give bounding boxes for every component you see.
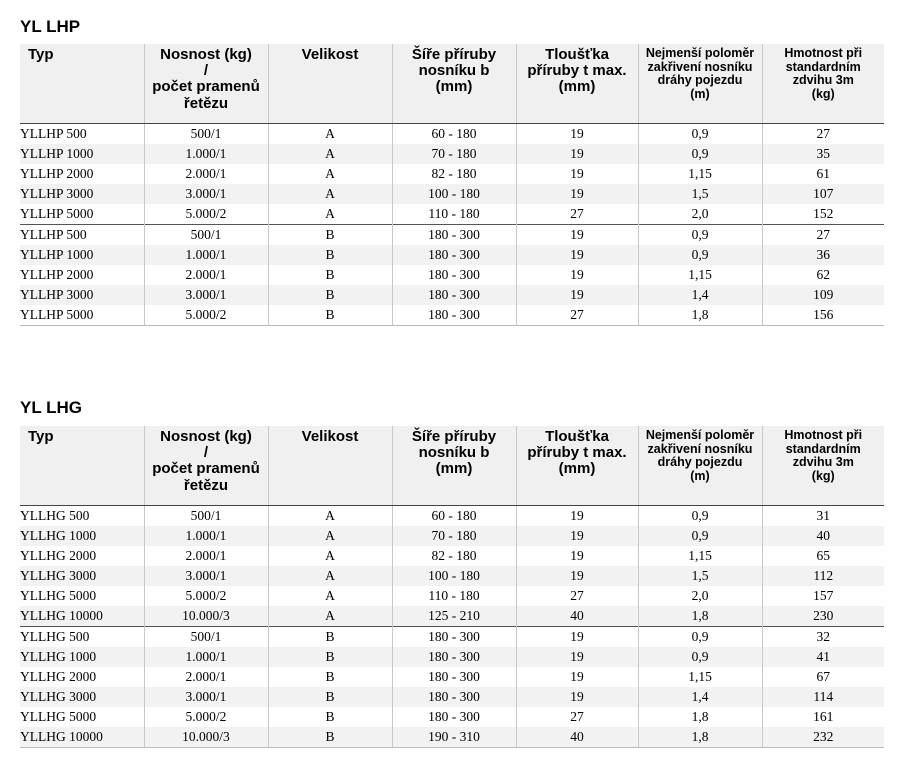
table-row bbox=[20, 265, 884, 285]
table-cell: 5.000/2 bbox=[144, 707, 268, 727]
spec-table bbox=[20, 426, 884, 748]
table-cell: YLLHG 500 bbox=[20, 626, 144, 647]
table-cell: 19 bbox=[516, 164, 638, 184]
table-cell: A bbox=[268, 606, 392, 627]
table-cell: 1.000/1 bbox=[144, 526, 268, 546]
table-cell: B bbox=[268, 285, 392, 305]
section-title: YL LHG bbox=[20, 398, 83, 417]
table-cell: 19 bbox=[516, 687, 638, 707]
table-cell: 70 - 180 bbox=[392, 144, 516, 164]
table-cell: 1,4 bbox=[638, 285, 762, 305]
table-cell: A bbox=[268, 546, 392, 566]
header-hmotnost-text: Hmotnost při standardním zdvihu 3m (kg) bbox=[784, 428, 863, 483]
table-cell: 114 bbox=[762, 687, 884, 707]
table-cell: 180 - 300 bbox=[392, 305, 516, 326]
table-cell: 19 bbox=[516, 526, 638, 546]
header-row bbox=[20, 44, 884, 123]
table-cell: 3.000/1 bbox=[144, 285, 268, 305]
table-cell: 1,15 bbox=[638, 164, 762, 184]
section-title: YL LHP bbox=[20, 17, 81, 36]
table-cell: 110 - 180 bbox=[392, 204, 516, 225]
table-cell: YLLHG 3000 bbox=[20, 687, 144, 707]
table-cell: 19 bbox=[516, 647, 638, 667]
table-body bbox=[20, 505, 884, 747]
header-polomer-text: Nejmenší poloměr zakřivení nosníku dráhy pojezdu (m) bbox=[645, 46, 755, 101]
header-nosnost-text: Nosnost (kg) / počet pramenů řetězu bbox=[152, 428, 260, 494]
table-cell: 82 - 180 bbox=[392, 546, 516, 566]
table-cell: 0,9 bbox=[638, 245, 762, 265]
table-cell: B bbox=[268, 305, 392, 326]
table-cell: 180 - 300 bbox=[392, 224, 516, 245]
table-row bbox=[20, 687, 884, 707]
table-cell: 61 bbox=[762, 164, 884, 184]
table-cell: 27 bbox=[762, 123, 884, 144]
table-cell: YLLHP 1000 bbox=[20, 245, 144, 265]
header-row bbox=[20, 426, 884, 505]
table-cell: 27 bbox=[516, 586, 638, 606]
header-sire-text: Šíře příruby nosníku b (mm) bbox=[411, 46, 497, 96]
table-cell: 19 bbox=[516, 546, 638, 566]
table-row bbox=[20, 184, 884, 204]
table-cell: 27 bbox=[516, 305, 638, 326]
header-nosnost-text: Nosnost (kg) / počet pramenů řetězu bbox=[152, 46, 260, 112]
table-cell: YLLHG 1000 bbox=[20, 526, 144, 546]
header-hmotnost-text: Hmotnost při standardním zdvihu 3m (kg) bbox=[784, 46, 863, 101]
table-cell: YLLHP 500 bbox=[20, 125, 87, 141]
table-cell: 82 - 180 bbox=[392, 164, 516, 184]
table-cell: 41 bbox=[762, 647, 884, 667]
table-cell: A bbox=[268, 164, 392, 184]
table-cell: 19 bbox=[516, 626, 638, 647]
table-cell: 152 bbox=[762, 204, 884, 225]
table-cell: A bbox=[268, 184, 392, 204]
table-cell: 0,9 bbox=[638, 647, 762, 667]
table-cell: 70 - 180 bbox=[392, 526, 516, 546]
table-cell: A bbox=[268, 123, 392, 144]
header-typ: Typ bbox=[20, 426, 144, 505]
header-nosnost bbox=[144, 44, 268, 123]
table-cell: 27 bbox=[516, 204, 638, 225]
table-cell: 500/1 bbox=[144, 505, 268, 526]
table-cell: 19 bbox=[516, 123, 638, 144]
table-cell: YLLHP 3000 bbox=[20, 285, 144, 305]
table-row bbox=[20, 144, 884, 164]
table-cell: YLLHG 1000 bbox=[20, 647, 144, 667]
table-row bbox=[20, 164, 884, 184]
table-cell: 67 bbox=[762, 667, 884, 687]
table-cell: 19 bbox=[516, 224, 638, 245]
table-cell: 36 bbox=[762, 245, 884, 265]
table-cell: 2,0 bbox=[638, 586, 762, 606]
table-cell: 1,5 bbox=[638, 566, 762, 586]
table-cell: 2.000/1 bbox=[144, 546, 268, 566]
table-cell: 40 bbox=[516, 727, 638, 748]
table-cell: B bbox=[268, 687, 392, 707]
table-cell: 10.000/3 bbox=[144, 606, 268, 627]
table-cell: 5.000/2 bbox=[144, 305, 268, 326]
table-cell: 110 - 180 bbox=[392, 586, 516, 606]
table-cell: 1,15 bbox=[638, 667, 762, 687]
table-row bbox=[20, 224, 884, 245]
table-cell: A bbox=[268, 526, 392, 546]
header-polomer bbox=[638, 44, 762, 123]
table-cell: 1,5 bbox=[638, 184, 762, 204]
table-cell: 1,4 bbox=[638, 687, 762, 707]
spec-table bbox=[20, 44, 884, 326]
table-cell: 180 - 300 bbox=[392, 647, 516, 667]
table-cell: 31 bbox=[762, 505, 884, 526]
table-row bbox=[20, 305, 884, 326]
table-cell: YLLHP 500 bbox=[20, 224, 144, 245]
table-cell: 10.000/3 bbox=[144, 727, 268, 748]
header-sire bbox=[392, 426, 516, 505]
table-cell: YLLHG 500 bbox=[20, 507, 90, 523]
section-lhp bbox=[20, 44, 884, 326]
table-cell: 32 bbox=[762, 626, 884, 647]
table-row bbox=[20, 546, 884, 566]
table-cell: 180 - 300 bbox=[392, 265, 516, 285]
table-row bbox=[20, 727, 884, 748]
table-body bbox=[20, 123, 884, 325]
table-cell: 157 bbox=[762, 586, 884, 606]
header-typ: Typ bbox=[20, 44, 144, 123]
table-cell: 60 - 180 bbox=[392, 505, 516, 526]
table-cell: 19 bbox=[516, 285, 638, 305]
header-hmotnost bbox=[762, 44, 884, 123]
table-cell: YLLHP 5000 bbox=[20, 205, 94, 221]
table-cell: 0,9 bbox=[638, 526, 762, 546]
table-cell: YLLHP 5000 bbox=[20, 305, 144, 326]
table-cell: YLLHG 3000 bbox=[20, 566, 144, 586]
table-cell: YLLHG 10000 bbox=[20, 606, 144, 627]
table-cell: B bbox=[268, 245, 392, 265]
table-cell: 500/1 bbox=[144, 626, 268, 647]
table-cell: 190 - 310 bbox=[392, 727, 516, 748]
header-hmotnost bbox=[762, 426, 884, 505]
table-cell: 107 bbox=[762, 184, 884, 204]
table-cell: 161 bbox=[762, 707, 884, 727]
table-cell: 109 bbox=[762, 285, 884, 305]
table-cell: 19 bbox=[516, 144, 638, 164]
table-cell: YLLHG 10000 bbox=[20, 727, 144, 748]
header-polomer-text: Nejmenší poloměr zakřivení nosníku dráhy pojezdu (m) bbox=[645, 428, 755, 483]
table-cell: 19 bbox=[516, 245, 638, 265]
table-cell: 19 bbox=[516, 566, 638, 586]
table-cell: 40 bbox=[762, 526, 884, 546]
table-cell: 2.000/1 bbox=[144, 667, 268, 687]
table-row bbox=[20, 626, 884, 647]
table-cell: YLLHP 3000 bbox=[20, 184, 144, 204]
table-cell: 0,9 bbox=[638, 505, 762, 526]
table-cell: 0,9 bbox=[638, 224, 762, 245]
table-row bbox=[20, 647, 884, 667]
table-cell: 156 bbox=[762, 305, 884, 326]
table-cell: 232 bbox=[762, 727, 884, 748]
table-cell: 180 - 300 bbox=[392, 707, 516, 727]
header-polomer bbox=[638, 426, 762, 505]
table-cell: B bbox=[268, 647, 392, 667]
table-cell: B bbox=[268, 265, 392, 285]
table-cell: 100 - 180 bbox=[392, 566, 516, 586]
table-cell: 500/1 bbox=[144, 224, 268, 245]
table-cell: 62 bbox=[762, 265, 884, 285]
table-row bbox=[20, 606, 884, 627]
table-cell: 3.000/1 bbox=[144, 687, 268, 707]
table-cell: A bbox=[268, 586, 392, 606]
table-cell: 1.000/1 bbox=[144, 144, 268, 164]
header-tloustka bbox=[516, 426, 638, 505]
table-cell: 1,8 bbox=[638, 727, 762, 748]
table-cell: 180 - 300 bbox=[392, 245, 516, 265]
table-row bbox=[20, 505, 884, 526]
table-cell: B bbox=[268, 626, 392, 647]
table-cell: YLLHG 2000 bbox=[20, 668, 97, 684]
table-row bbox=[20, 245, 884, 265]
table-cell: 1.000/1 bbox=[144, 245, 268, 265]
table-cell: YLLHG 5000 bbox=[20, 587, 97, 603]
header-nosnost bbox=[144, 426, 268, 505]
header-sire-text: Šíře příruby nosníku b (mm) bbox=[411, 428, 497, 478]
table-cell: 100 - 180 bbox=[392, 184, 516, 204]
table-row bbox=[20, 566, 884, 586]
table-cell: 0,9 bbox=[638, 626, 762, 647]
table-cell: 1,15 bbox=[638, 546, 762, 566]
table-cell: A bbox=[268, 566, 392, 586]
table-cell: 60 - 180 bbox=[392, 123, 516, 144]
table-cell: 1,8 bbox=[638, 305, 762, 326]
header-velikost: Velikost bbox=[268, 44, 392, 123]
table-cell: A bbox=[268, 144, 392, 164]
table-cell: 19 bbox=[516, 667, 638, 687]
header-tloustka bbox=[516, 44, 638, 123]
table-cell: 40 bbox=[516, 606, 638, 627]
table-row bbox=[20, 204, 884, 225]
header-sire bbox=[392, 44, 516, 123]
table-row bbox=[20, 586, 884, 606]
table-cell: 1.000/1 bbox=[144, 647, 268, 667]
table-row bbox=[20, 707, 884, 727]
table-cell: 1,15 bbox=[638, 265, 762, 285]
table-cell: 500/1 bbox=[144, 123, 268, 144]
table-cell: B bbox=[268, 667, 392, 687]
table-row bbox=[20, 285, 884, 305]
table-cell: YLLHP 2000 bbox=[20, 165, 94, 181]
table-cell: 19 bbox=[516, 505, 638, 526]
table-cell: YLLHG 2000 bbox=[20, 547, 97, 563]
table-cell: 35 bbox=[762, 144, 884, 164]
table-cell: 0,9 bbox=[638, 123, 762, 144]
header-velikost: Velikost bbox=[268, 426, 392, 505]
table-cell: 112 bbox=[762, 566, 884, 586]
table-row bbox=[20, 667, 884, 687]
table-cell: 125 - 210 bbox=[392, 606, 516, 627]
table-cell: 180 - 300 bbox=[392, 285, 516, 305]
table-cell: 27 bbox=[762, 224, 884, 245]
table-cell: YLLHP 1000 bbox=[20, 144, 144, 164]
table-cell: 2,0 bbox=[638, 204, 762, 225]
header-tloustka-text: Tloušťka příruby t max. (mm) bbox=[527, 46, 627, 96]
table-cell: 0,9 bbox=[638, 144, 762, 164]
table-cell: B bbox=[268, 224, 392, 245]
table-cell: 180 - 300 bbox=[392, 667, 516, 687]
table-cell: 230 bbox=[762, 606, 884, 627]
table-cell: 19 bbox=[516, 265, 638, 285]
table-cell: 2.000/1 bbox=[144, 265, 268, 285]
table-cell: YLLHP 2000 bbox=[20, 266, 94, 282]
table-cell: 3.000/1 bbox=[144, 184, 268, 204]
table-cell: 19 bbox=[516, 184, 638, 204]
header-tloustka-text: Tloušťka příruby t max. (mm) bbox=[527, 428, 627, 478]
table-cell: 65 bbox=[762, 546, 884, 566]
table-cell: A bbox=[268, 204, 392, 225]
table-cell: 180 - 300 bbox=[392, 687, 516, 707]
table-row bbox=[20, 123, 884, 144]
table-cell: 1,8 bbox=[638, 606, 762, 627]
table-row bbox=[20, 526, 884, 546]
table-cell: 2.000/1 bbox=[144, 164, 268, 184]
table-cell: B bbox=[268, 727, 392, 748]
table-cell: 180 - 300 bbox=[392, 626, 516, 647]
table-cell: 27 bbox=[516, 707, 638, 727]
table-cell: 3.000/1 bbox=[144, 566, 268, 586]
table-cell: 1,8 bbox=[638, 707, 762, 727]
table-cell: B bbox=[268, 707, 392, 727]
section-lhg bbox=[20, 426, 884, 748]
table-cell: YLLHG 5000 bbox=[20, 708, 97, 724]
table-cell: 5.000/2 bbox=[144, 586, 268, 606]
table-cell: A bbox=[268, 505, 392, 526]
table-cell: 5.000/2 bbox=[144, 204, 268, 225]
